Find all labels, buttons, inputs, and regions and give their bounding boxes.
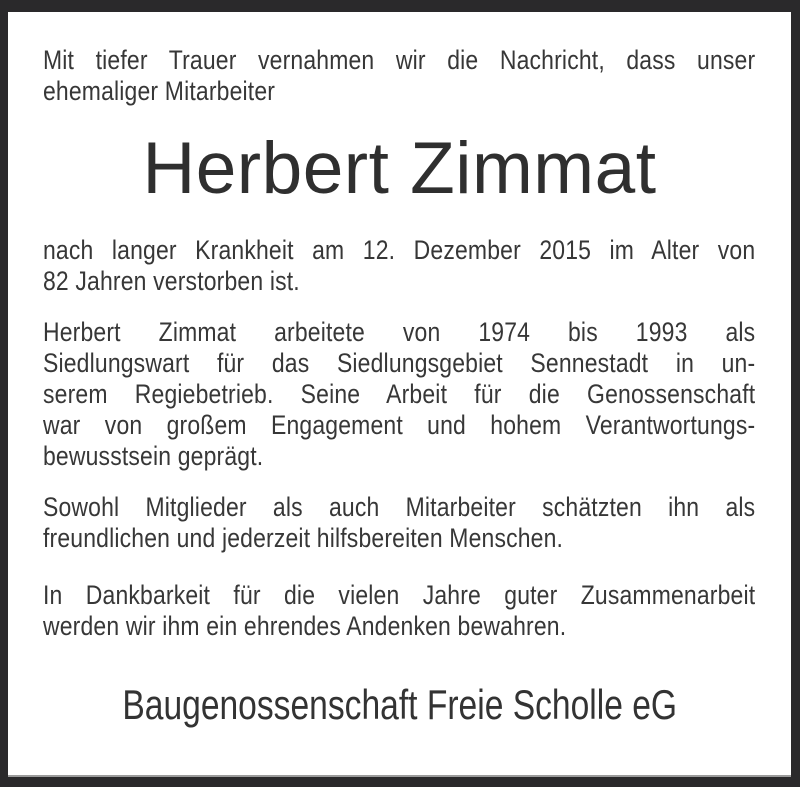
intro-paragraph (43, 45, 755, 107)
body-paragraph (43, 317, 755, 472)
signature-organization: Baugenossenschaft Freie Scholle eG (122, 681, 677, 728)
text-line: freundlichen und jederzeit hilfsbereiten Menschen. (43, 523, 564, 553)
body-paragraph (43, 235, 755, 297)
notice-content (8, 12, 791, 728)
text-line: In Dankbarkeit für die vielen Jahre guter Zusammenarbeit (43, 580, 756, 610)
text-line: Herbert Zimmat arbeitete von 1974 bis 1993 als (43, 317, 756, 347)
text-line: werden wir ihm ein ehrendes Andenken bewahren. (43, 611, 567, 641)
body-paragraph (43, 580, 755, 642)
text-line: Siedlungswart für das Siedlungsgebiet Sennestadt in un- (43, 348, 756, 378)
obituary-notice (8, 12, 791, 777)
body-paragraphs (43, 235, 756, 642)
signature-row (43, 682, 756, 728)
text-line: ehemaliger Mitarbeiter (43, 76, 276, 106)
deceased-name: Herbert Zimmat (142, 128, 657, 209)
text-line: serem Regiebetrieb. Seine Arbeit für die Genossenschaft (43, 379, 756, 409)
body-paragraph (43, 492, 755, 554)
text-line: war von großem Engagement und hohem Verantwortungs- (43, 410, 756, 440)
text-line: 82 Jahren verstorben ist. (43, 266, 300, 296)
text-line: Mit tiefer Trauer vernahmen wir die Nachricht, dass unser (43, 45, 756, 75)
text-line: bewusstsein geprägt. (43, 441, 264, 471)
text-line: nach langer Krankheit am 12. Dezember 2015 im Alter von (43, 235, 756, 265)
text-line: Sowohl Mitglieder als auch Mitarbeiter schätzten ihn als (43, 492, 756, 522)
